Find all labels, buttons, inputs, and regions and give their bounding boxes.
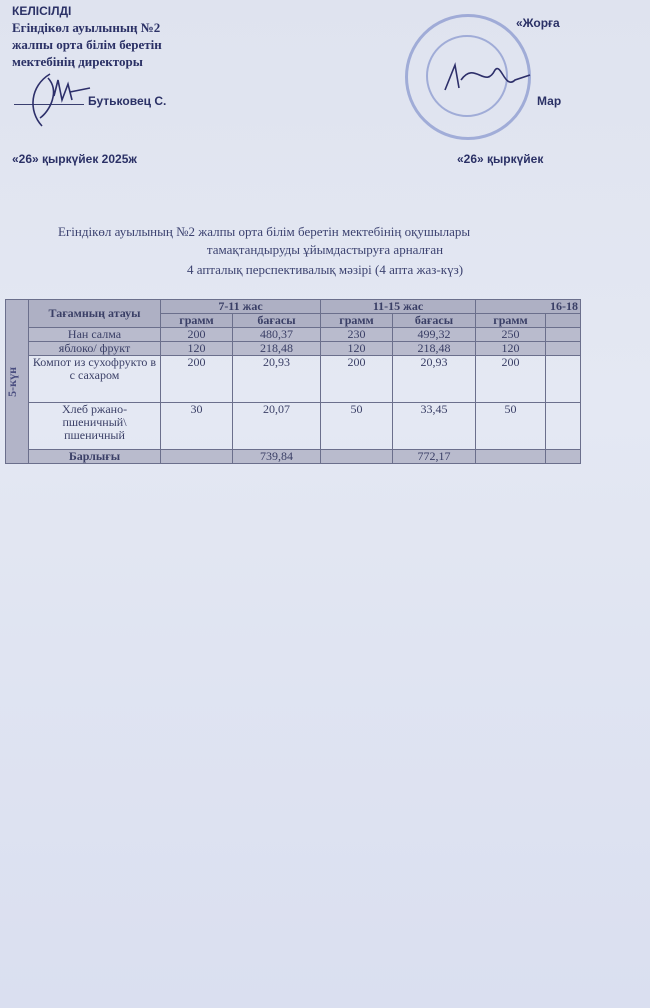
dish-name: Хлеб ржано-пшеничный\ пшеничный — [29, 403, 161, 450]
price-11-15: 33,45 — [393, 403, 476, 450]
col-name-header: Тағамның атауы — [29, 300, 161, 328]
price-11-15: 20,93 — [393, 356, 476, 403]
dish-name: Компот из сухофрукто в с сахаром — [29, 356, 161, 403]
age-group-1: 7-11 жас — [161, 300, 321, 314]
dish-name: яблоко/ фрукт — [29, 342, 161, 356]
org-line-1: Егіндікөл ауылының №2 — [12, 20, 161, 35]
table-row — [6, 403, 581, 450]
price-11-15: 218,48 — [393, 342, 476, 356]
sub-gram-3: грамм — [476, 314, 546, 328]
sub-gram-1: грамм — [161, 314, 233, 328]
right-name-fragment: Мар — [537, 94, 562, 108]
gram-11-15: 230 — [321, 328, 393, 342]
left-date: «26» қыркүйек 2025ж — [12, 152, 137, 166]
gram-16-18: 200 — [476, 356, 546, 403]
gram-7-11: 200 — [161, 356, 233, 403]
dish-name: Нан салма — [29, 328, 161, 342]
gram-11-15: 200 — [321, 356, 393, 403]
price-7-11: 20,93 — [233, 356, 321, 403]
age-group-2: 11-15 жас — [321, 300, 476, 314]
total-row — [6, 450, 581, 464]
gram-16-18: 250 — [476, 328, 546, 342]
menu-table — [5, 299, 581, 464]
gram-11-15: 120 — [321, 342, 393, 356]
director-name: Бутьковец С. — [88, 94, 167, 108]
gram-16-18: 120 — [476, 342, 546, 356]
price-11-15: 499,32 — [393, 328, 476, 342]
table-row — [6, 356, 581, 403]
title-line-3: 4 апталық перспективалық мәзірі (4 апта жаз-күз) — [186, 262, 464, 277]
org-line-3: мектебінің директоры — [12, 54, 143, 69]
price-7-11: 218,48 — [233, 342, 321, 356]
table-row — [6, 342, 581, 356]
day-label: 5-күн — [5, 366, 19, 397]
org-line-2: жалпы орта білім беретін — [12, 37, 162, 52]
total-label: Барлығы — [29, 450, 161, 464]
approver-signature — [435, 50, 535, 110]
table-row — [6, 328, 581, 342]
sub-gram-2: грамм — [321, 314, 393, 328]
gram-7-11: 30 — [161, 403, 233, 450]
title-line-2: тамақтандыруды ұйымдастыруға арналған — [206, 242, 444, 257]
age-group-3: 16-18 — [476, 300, 581, 314]
sub-price-1: бағасы — [233, 314, 321, 328]
gram-7-11: 200 — [161, 328, 233, 342]
price-7-11: 480,37 — [233, 328, 321, 342]
day-cell — [6, 300, 29, 464]
gram-16-18: 50 — [476, 403, 546, 450]
approved-label: КЕЛІСІЛДІ — [12, 4, 72, 18]
sub-price-2: бағасы — [393, 314, 476, 328]
right-date: «26» қыркүйек — [457, 152, 544, 166]
right-approved-label: «Жорға — [516, 16, 560, 30]
total-7-11: 739,84 — [233, 450, 321, 464]
gram-11-15: 50 — [321, 403, 393, 450]
gram-7-11: 120 — [161, 342, 233, 356]
price-7-11: 20,07 — [233, 403, 321, 450]
total-11-15: 772,17 — [393, 450, 476, 464]
title-line-1: Егіндікөл ауылының №2 жалпы орта білім беретін мектебінің оқушылары — [58, 224, 471, 239]
